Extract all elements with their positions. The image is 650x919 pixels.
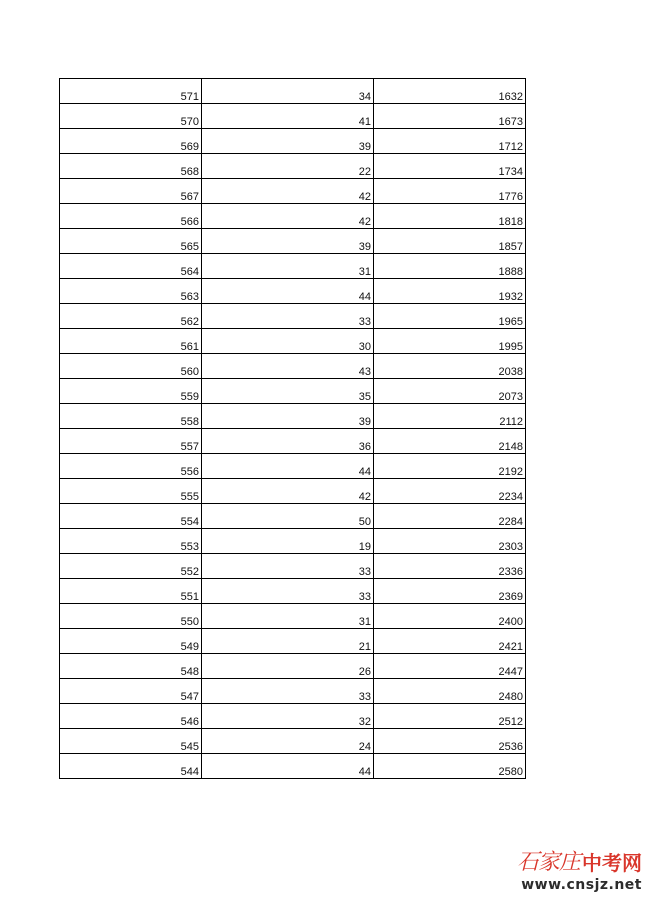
table-row (60, 504, 526, 529)
table-row (60, 654, 526, 679)
count-cell: 33 (202, 304, 374, 329)
score-table (59, 78, 526, 779)
count-cell: 21 (202, 629, 374, 654)
score-cell: 564 (60, 254, 202, 279)
count-cell: 26 (202, 654, 374, 679)
count-cell: 33 (202, 579, 374, 604)
table-row (60, 354, 526, 379)
count-cell: 33 (202, 679, 374, 704)
score-cell: 567 (60, 179, 202, 204)
score-cell: 553 (60, 529, 202, 554)
watermark-logo (517, 851, 642, 875)
count-cell: 39 (202, 229, 374, 254)
score-cell: 546 (60, 704, 202, 729)
table-row (60, 104, 526, 129)
cumulative-cell: 2512 (374, 704, 526, 729)
site-watermark (492, 851, 642, 893)
cumulative-cell: 1673 (374, 104, 526, 129)
cumulative-cell: 2112 (374, 404, 526, 429)
table-row (60, 379, 526, 404)
cumulative-cell: 1965 (374, 304, 526, 329)
score-cell: 559 (60, 379, 202, 404)
count-cell: 39 (202, 404, 374, 429)
cumulative-cell: 2580 (374, 754, 526, 779)
score-cell: 549 (60, 629, 202, 654)
score-cell: 560 (60, 354, 202, 379)
table-row (60, 579, 526, 604)
count-cell: 33 (202, 554, 374, 579)
count-cell: 50 (202, 504, 374, 529)
score-cell: 563 (60, 279, 202, 304)
score-cell: 566 (60, 204, 202, 229)
table-row (60, 429, 526, 454)
count-cell: 31 (202, 604, 374, 629)
cumulative-cell: 2336 (374, 554, 526, 579)
cumulative-cell: 1932 (374, 279, 526, 304)
cumulative-cell: 2480 (374, 679, 526, 704)
table-row (60, 679, 526, 704)
count-cell: 35 (202, 379, 374, 404)
table-row (60, 79, 526, 104)
score-cell: 557 (60, 429, 202, 454)
score-cell: 552 (60, 554, 202, 579)
cumulative-cell: 2073 (374, 379, 526, 404)
count-cell: 30 (202, 329, 374, 354)
score-cell: 544 (60, 754, 202, 779)
table-row (60, 729, 526, 754)
table-row (60, 129, 526, 154)
cumulative-cell: 2192 (374, 454, 526, 479)
table-row (60, 604, 526, 629)
count-cell: 31 (202, 254, 374, 279)
count-cell: 32 (202, 704, 374, 729)
cumulative-cell: 2447 (374, 654, 526, 679)
count-cell: 44 (202, 754, 374, 779)
table-row (60, 754, 526, 779)
cumulative-cell: 2421 (374, 629, 526, 654)
score-cell: 569 (60, 129, 202, 154)
score-cell: 571 (60, 79, 202, 104)
table-row (60, 454, 526, 479)
cumulative-cell: 2400 (374, 604, 526, 629)
watermark-url: www.cnsjz.net (521, 877, 642, 893)
cumulative-cell: 1818 (374, 204, 526, 229)
score-cell: 548 (60, 654, 202, 679)
cumulative-cell: 2369 (374, 579, 526, 604)
count-cell: 44 (202, 279, 374, 304)
score-cell: 570 (60, 104, 202, 129)
score-cell: 561 (60, 329, 202, 354)
count-cell: 19 (202, 529, 374, 554)
table-row (60, 704, 526, 729)
score-cell: 554 (60, 504, 202, 529)
score-cell: 565 (60, 229, 202, 254)
count-cell: 44 (202, 454, 374, 479)
count-cell: 41 (202, 104, 374, 129)
score-cell: 550 (60, 604, 202, 629)
count-cell: 42 (202, 204, 374, 229)
cumulative-cell: 1995 (374, 329, 526, 354)
cumulative-cell: 1857 (374, 229, 526, 254)
count-cell: 22 (202, 154, 374, 179)
table-row (60, 529, 526, 554)
cumulative-cell: 1776 (374, 179, 526, 204)
cumulative-cell: 2148 (374, 429, 526, 454)
table-row (60, 329, 526, 354)
count-cell: 34 (202, 79, 374, 104)
score-cell: 556 (60, 454, 202, 479)
cumulative-cell: 2234 (374, 479, 526, 504)
score-cell: 558 (60, 404, 202, 429)
score-cell: 547 (60, 679, 202, 704)
score-cell: 545 (60, 729, 202, 754)
table-row (60, 304, 526, 329)
score-table-body (60, 79, 526, 779)
table-row (60, 154, 526, 179)
table-row (60, 179, 526, 204)
table-row (60, 629, 526, 654)
count-cell: 42 (202, 179, 374, 204)
count-cell: 43 (202, 354, 374, 379)
table-row (60, 554, 526, 579)
table-row (60, 204, 526, 229)
score-cell: 562 (60, 304, 202, 329)
cumulative-cell: 1888 (374, 254, 526, 279)
score-cell: 555 (60, 479, 202, 504)
count-cell: 36 (202, 429, 374, 454)
score-cell: 568 (60, 154, 202, 179)
table-row (60, 479, 526, 504)
cumulative-cell: 2284 (374, 504, 526, 529)
table-row (60, 279, 526, 304)
table-row (60, 254, 526, 279)
watermark-script-text: 石家庄 (516, 850, 580, 875)
cumulative-cell: 1632 (374, 79, 526, 104)
watermark-title: 中考网 (582, 851, 642, 875)
cumulative-cell: 2038 (374, 354, 526, 379)
cumulative-cell: 1712 (374, 129, 526, 154)
cumulative-cell: 1734 (374, 154, 526, 179)
cumulative-cell: 2303 (374, 529, 526, 554)
table-row (60, 229, 526, 254)
count-cell: 42 (202, 479, 374, 504)
score-cell: 551 (60, 579, 202, 604)
count-cell: 39 (202, 129, 374, 154)
table-row (60, 404, 526, 429)
count-cell: 24 (202, 729, 374, 754)
cumulative-cell: 2536 (374, 729, 526, 754)
